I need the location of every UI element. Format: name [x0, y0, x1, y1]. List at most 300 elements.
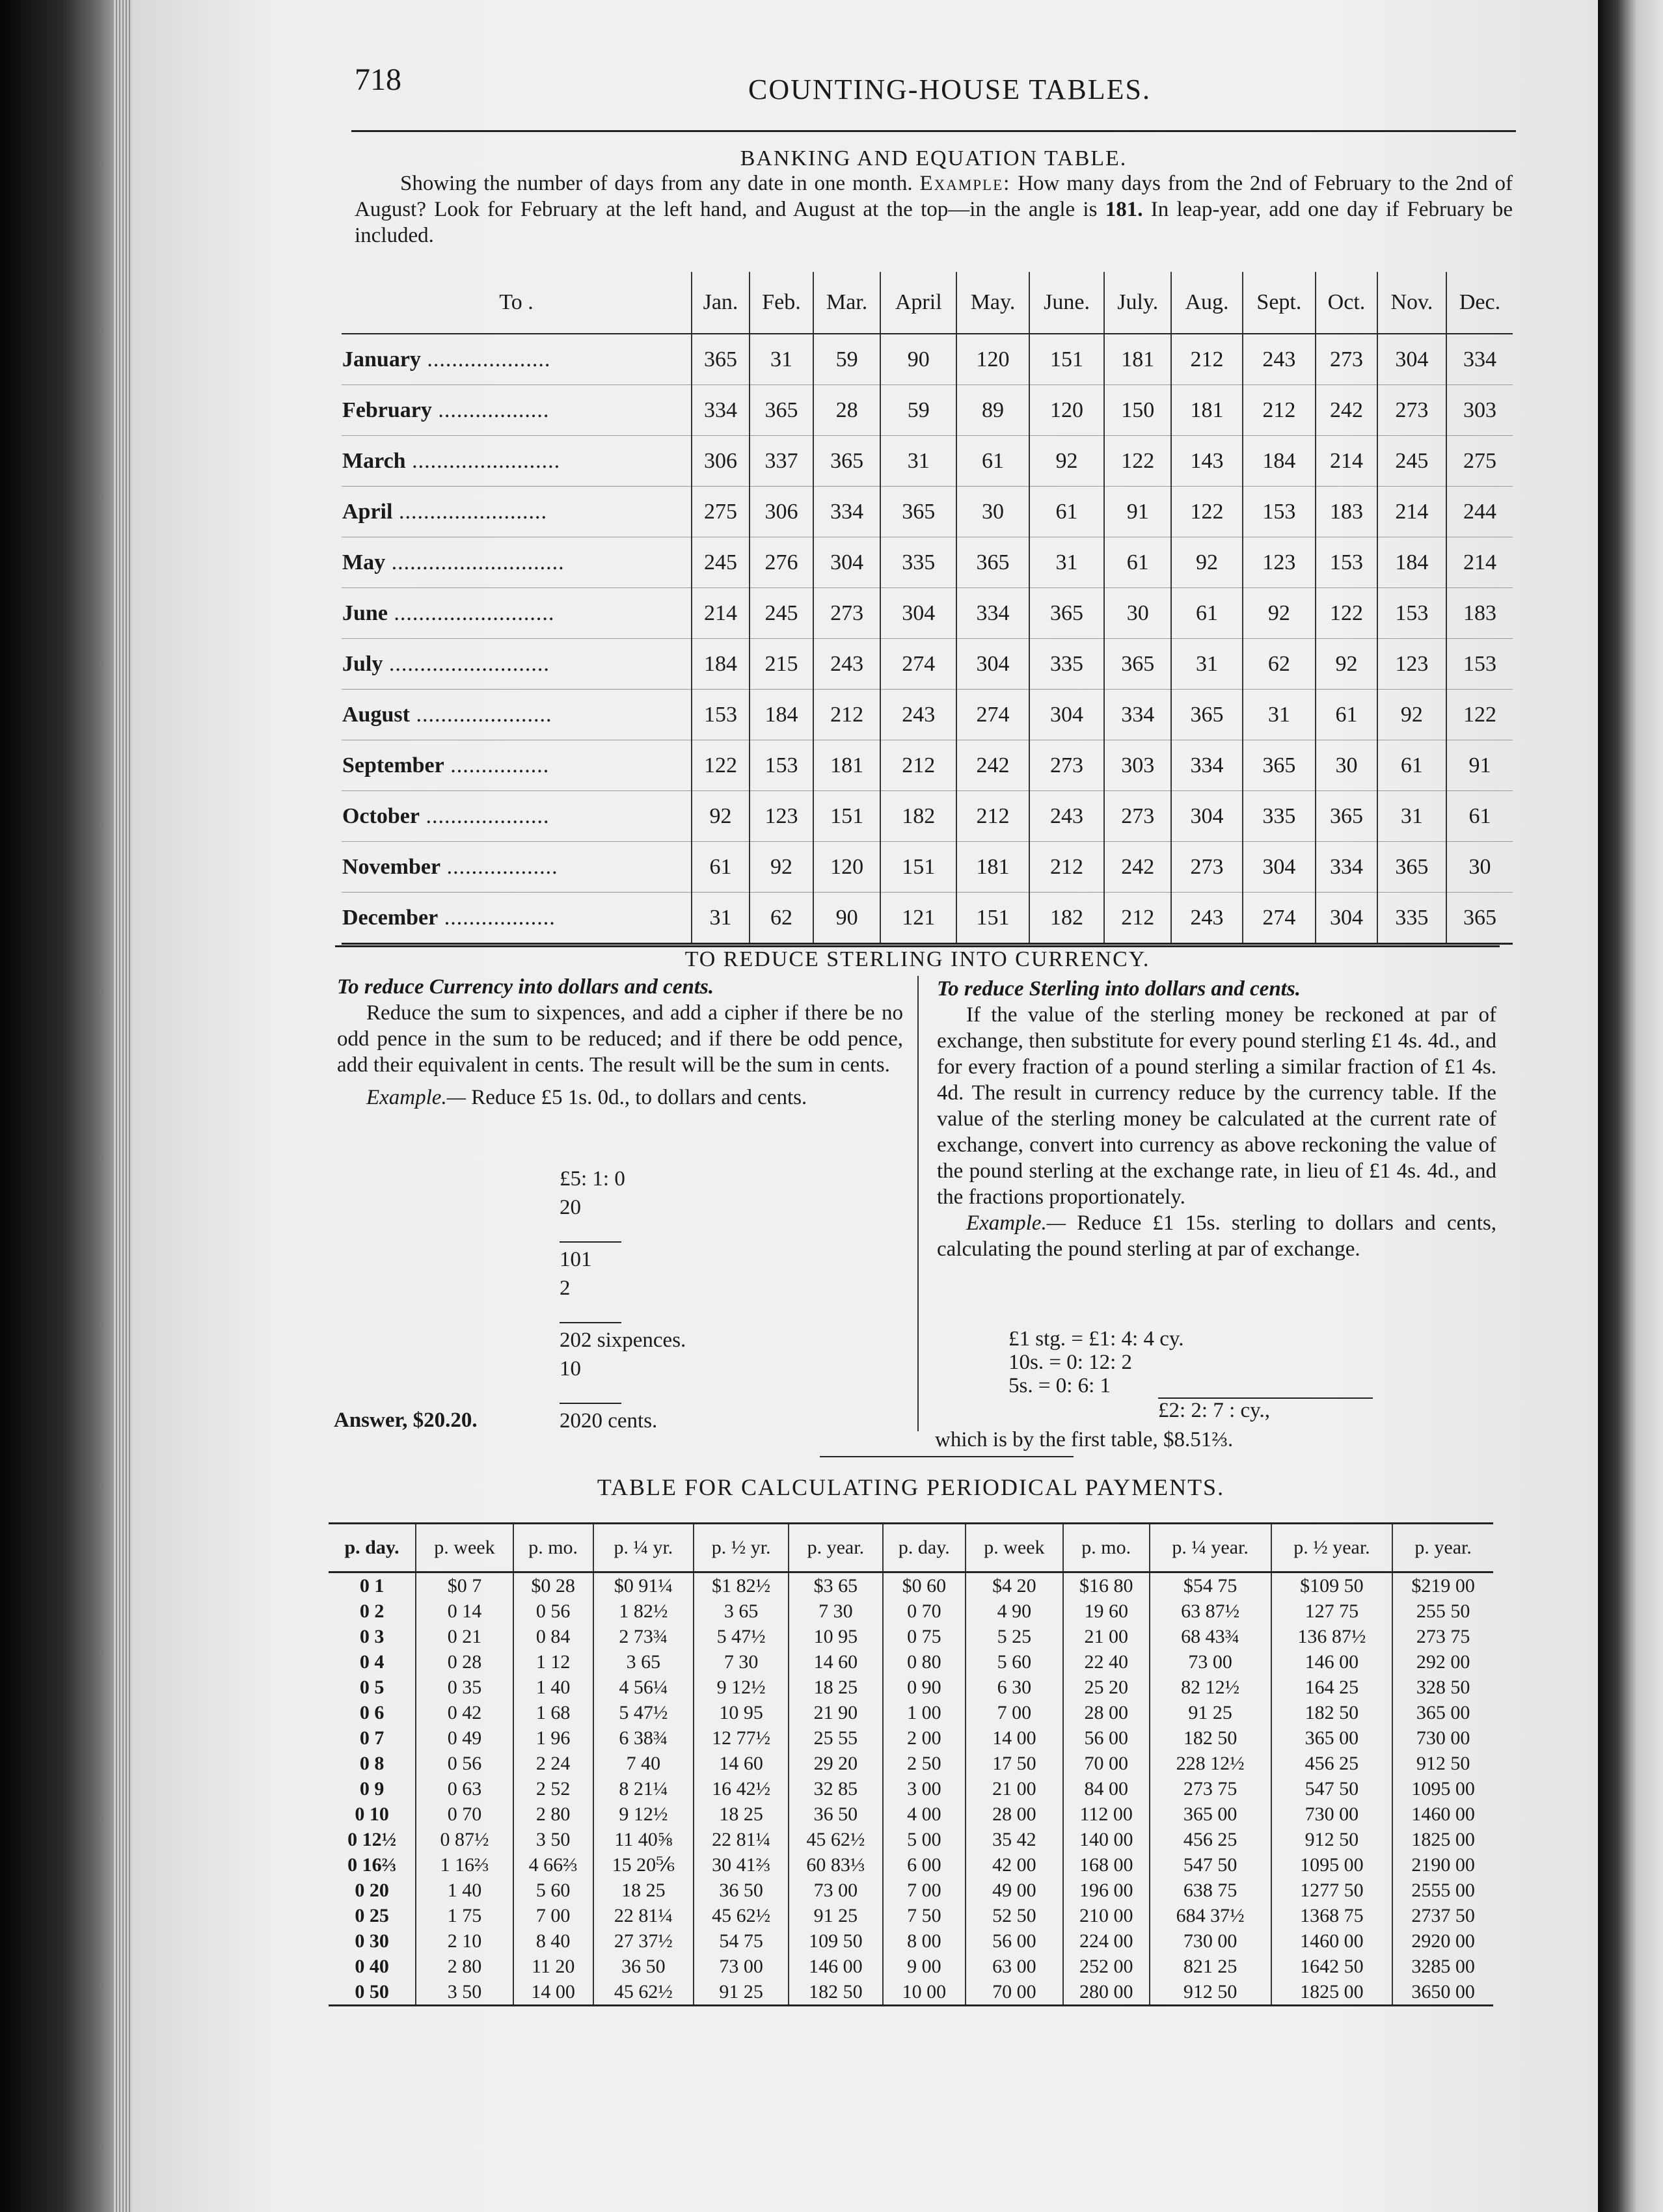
days-cell: 31: [1377, 791, 1446, 842]
month-row-label: [342, 334, 692, 385]
banking-row: [342, 588, 1513, 639]
days-cell: 183: [1446, 588, 1513, 639]
days-cell: 28: [813, 385, 881, 436]
days-cell: 31: [692, 893, 750, 944]
days-cell: 62: [1243, 639, 1316, 690]
payment-cell: 91 25: [789, 1903, 883, 1928]
days-cell: 365: [1243, 740, 1316, 791]
payment-cell: 3 50: [513, 1827, 593, 1852]
payment-cell: 252 00: [1063, 1954, 1150, 1979]
corner-label: To .: [342, 272, 692, 334]
leader-dots: ............................: [385, 550, 565, 574]
payment-cell: 2737 50: [1392, 1903, 1493, 1928]
payment-cell: $0 28: [513, 1572, 593, 1599]
days-cell: 274: [956, 690, 1029, 740]
days-cell: 335: [1377, 893, 1446, 944]
payment-cell: 2 52: [513, 1776, 593, 1801]
days-cell: 275: [692, 487, 750, 537]
days-cell: 365: [1316, 791, 1377, 842]
days-cell: 244: [1446, 487, 1513, 537]
leader-dots: ................: [444, 753, 550, 777]
payment-cell: $0 7: [416, 1572, 513, 1599]
payments-table: [329, 1522, 1493, 2006]
month-column-header: Sept.: [1243, 272, 1316, 334]
payment-cell: 0 7: [359, 1727, 385, 1749]
month-label: June: [342, 600, 388, 625]
payments-header-row: [329, 1524, 1493, 1572]
payment-cell: 14 00: [966, 1725, 1063, 1751]
month-row-label: [342, 740, 692, 791]
banking-row: [342, 537, 1513, 588]
days-cell: 123: [1377, 639, 1446, 690]
payment-cell: 228 12½: [1150, 1751, 1271, 1776]
left-subtitle: To reduce Currency into dollars and cents.: [337, 975, 714, 999]
payment-cell: 0 2: [359, 1600, 385, 1622]
payment-cell: 3285 00: [1392, 1954, 1493, 1979]
payments-row: [329, 1801, 1493, 1827]
payment-cell: 456 25: [1150, 1827, 1271, 1852]
payment-cell: 2 73¾: [593, 1624, 694, 1649]
payment-cell: 0 28: [416, 1649, 513, 1675]
calc-line: 2: [560, 1276, 571, 1300]
days-cell: 92: [1243, 588, 1316, 639]
payment-cell: 638 75: [1150, 1878, 1271, 1903]
month-column-header: July.: [1104, 272, 1171, 334]
payment-cell: 7 50: [883, 1903, 966, 1928]
payment-cell: 91 25: [1150, 1700, 1271, 1725]
page-edges: [114, 0, 132, 2212]
days-cell: 123: [1243, 537, 1316, 588]
days-cell: 153: [1446, 639, 1513, 690]
days-cell: 365: [1377, 842, 1446, 893]
payment-cell: 5 47½: [593, 1700, 694, 1725]
payment-cell: 1095 00: [1271, 1852, 1393, 1878]
payment-cell: 0 5: [359, 1677, 385, 1698]
payment-cell: 912 50: [1271, 1827, 1393, 1852]
payment-cell: 63 87½: [1150, 1598, 1271, 1624]
month-row-label: [342, 842, 692, 893]
days-cell: 151: [956, 893, 1029, 944]
banking-row: [342, 385, 1513, 436]
payment-cell: 7 00: [513, 1903, 593, 1928]
month-row-label: [342, 487, 692, 537]
days-cell: 120: [1029, 385, 1104, 436]
month-row-label: [342, 639, 692, 690]
payment-cell: 4 56¼: [593, 1675, 694, 1700]
days-cell: 245: [750, 588, 813, 639]
payment-cell: 5 60: [513, 1878, 593, 1903]
payment-cell: 8 21¼: [593, 1776, 694, 1801]
payment-cell: 2 24: [513, 1751, 593, 1776]
days-cell: 184: [1377, 537, 1446, 588]
payment-cell: 73 00: [694, 1954, 789, 1979]
payment-cell: 0 84: [513, 1624, 593, 1649]
calc-line: 2020 cents.: [560, 1403, 621, 1435]
days-cell: 59: [813, 334, 881, 385]
payment-cell: 18 25: [789, 1675, 883, 1700]
month-column-header: Dec.: [1446, 272, 1513, 334]
calc-line: £2: 2: 7 : cy.,: [1158, 1397, 1373, 1422]
payment-cell: 547 50: [1150, 1852, 1271, 1878]
month-row-label: [342, 385, 692, 436]
days-cell: 181: [1171, 385, 1242, 436]
payment-cell: 28 00: [1063, 1700, 1150, 1725]
payment-cell: 0 20: [355, 1880, 389, 1901]
days-cell: 122: [1446, 690, 1513, 740]
days-cell: 123: [750, 791, 813, 842]
days-cell: 92: [1029, 436, 1104, 487]
payment-cell: 36 50: [694, 1878, 789, 1903]
banking-row: [342, 639, 1513, 690]
month-label: July: [342, 651, 383, 676]
payment-cell: 2 80: [513, 1801, 593, 1827]
payment-cell: 5 60: [966, 1649, 1063, 1675]
payment-cell: 6 38¾: [593, 1725, 694, 1751]
days-cell: 61: [692, 842, 750, 893]
payment-cell: 182 50: [789, 1979, 883, 2006]
days-cell: 214: [1316, 436, 1377, 487]
payment-cell: 0 70: [416, 1801, 513, 1827]
payment-cell: 52 50: [966, 1903, 1063, 1928]
days-cell: 365: [692, 334, 750, 385]
payments-short-rule: [820, 1456, 1074, 1457]
payments-row: [329, 1928, 1493, 1954]
days-cell: 334: [692, 385, 750, 436]
days-cell: 242: [1104, 842, 1171, 893]
month-label: January: [342, 347, 421, 371]
payment-cell: 30 41⅔: [694, 1852, 789, 1878]
payment-cell: 0 63: [416, 1776, 513, 1801]
payments-row: [329, 1903, 1493, 1928]
banking-row: [342, 893, 1513, 944]
leader-dots: ....................: [419, 803, 550, 828]
payment-cell: 730 00: [1392, 1725, 1493, 1751]
days-cell: 242: [956, 740, 1029, 791]
payment-cell: 0 3: [359, 1626, 385, 1647]
days-cell: 122: [1171, 487, 1242, 537]
payment-cell: 2 50: [883, 1751, 966, 1776]
intro-text-a: Showing the number of days from any date in one month.: [400, 172, 913, 195]
payment-cell: 54 75: [694, 1928, 789, 1954]
days-cell: 243: [1029, 791, 1104, 842]
days-cell: 273: [1029, 740, 1104, 791]
payment-cell: 1460 00: [1392, 1801, 1493, 1827]
days-cell: 365: [750, 385, 813, 436]
payment-cell: 73 00: [1150, 1649, 1271, 1675]
month-row-label: [342, 893, 692, 944]
payments-column-header: p. week: [966, 1524, 1063, 1572]
running-head: COUNTING-HOUSE TABLES.: [748, 74, 1151, 105]
month-column-header: Oct.: [1316, 272, 1377, 334]
payment-cell: 146 00: [789, 1954, 883, 1979]
payment-cell: $54 75: [1150, 1572, 1271, 1599]
payment-cell: 0 21: [416, 1624, 513, 1649]
payment-cell: 28 00: [966, 1801, 1063, 1827]
left-column: [337, 974, 903, 1111]
payment-cell: 1460 00: [1271, 1928, 1393, 1954]
payment-cell: 35 42: [966, 1827, 1063, 1852]
payment-cell: 6 00: [883, 1852, 966, 1878]
days-cell: 304: [1243, 842, 1316, 893]
banking-row: [342, 791, 1513, 842]
days-cell: 184: [692, 639, 750, 690]
days-cell: 215: [750, 639, 813, 690]
payment-cell: 19 60: [1063, 1598, 1150, 1624]
payment-cell: $219 00: [1392, 1572, 1493, 1599]
payment-cell: 210 00: [1063, 1903, 1150, 1928]
payment-cell: 32 85: [789, 1776, 883, 1801]
payments-row: [329, 1852, 1493, 1878]
days-cell: 61: [1446, 791, 1513, 842]
days-cell: 335: [880, 537, 956, 588]
payment-cell: 0 56: [513, 1598, 593, 1624]
payment-cell: $0 60: [883, 1572, 966, 1599]
payments-row: [329, 1700, 1493, 1725]
days-cell: 30: [1446, 842, 1513, 893]
payments-row: [329, 1979, 1493, 2006]
days-cell: 243: [880, 690, 956, 740]
payment-cell: 280 00: [1063, 1979, 1150, 2006]
days-cell: 334: [1171, 740, 1242, 791]
days-cell: 184: [750, 690, 813, 740]
payment-cell: 42 00: [966, 1852, 1063, 1878]
intro-text-c: In leap-year, add one day if February be included.: [355, 198, 1513, 247]
payment-cell: $1 82½: [694, 1572, 789, 1599]
days-cell: 273: [1377, 385, 1446, 436]
days-cell: 153: [1243, 487, 1316, 537]
payment-cell: 82 12½: [1150, 1675, 1271, 1700]
days-cell: 30: [956, 487, 1029, 537]
payment-cell: 16 42½: [694, 1776, 789, 1801]
payment-cell: 1825 00: [1392, 1827, 1493, 1852]
facing-page-edge: [1598, 0, 1663, 2212]
payment-cell: 5 47½: [694, 1624, 789, 1649]
days-cell: 365: [1446, 893, 1513, 944]
month-column-header: Mar.: [813, 272, 881, 334]
days-cell: 31: [750, 334, 813, 385]
payment-cell: 10 95: [694, 1700, 789, 1725]
days-cell: 181: [1104, 334, 1171, 385]
payment-cell: 3 50: [416, 1979, 513, 2006]
month-label: August: [342, 702, 410, 727]
days-cell: 273: [1316, 334, 1377, 385]
payments-row: [329, 1675, 1493, 1700]
days-cell: 92: [1171, 537, 1242, 588]
days-cell: 212: [1104, 893, 1171, 944]
payment-cell: 27 37½: [593, 1928, 694, 1954]
banking-header-row: [342, 272, 1513, 334]
payments-row: [329, 1572, 1493, 1599]
leader-dots: ..........................: [383, 651, 550, 676]
payment-cell: 7 30: [694, 1649, 789, 1675]
days-cell: 335: [1029, 639, 1104, 690]
payments-column-header: p. year.: [1392, 1524, 1493, 1572]
month-row-label: [342, 588, 692, 639]
days-cell: 273: [1171, 842, 1242, 893]
days-cell: 92: [750, 842, 813, 893]
days-cell: 212: [1171, 334, 1242, 385]
left-example-text: Reduce £5 1s. 0d., to dollars and cents.: [471, 1086, 807, 1109]
days-cell: 62: [750, 893, 813, 944]
payment-cell: 2920 00: [1392, 1928, 1493, 1954]
payment-cell: 4 66⅔: [513, 1852, 593, 1878]
payment-cell: 1 16⅔: [416, 1852, 513, 1878]
days-cell: 273: [1104, 791, 1171, 842]
payment-cell: 45 62½: [593, 1979, 694, 2006]
payment-cell: 547 50: [1271, 1776, 1393, 1801]
payment-cell: 7 30: [789, 1598, 883, 1624]
days-cell: 214: [692, 588, 750, 639]
payment-cell: 164 25: [1271, 1675, 1393, 1700]
days-cell: 334: [956, 588, 1029, 639]
days-cell: 304: [956, 639, 1029, 690]
days-cell: 212: [956, 791, 1029, 842]
days-cell: 90: [880, 334, 956, 385]
payment-cell: 127 75: [1271, 1598, 1393, 1624]
payment-cell: 0 70: [883, 1598, 966, 1624]
payment-cell: 0 8: [359, 1753, 385, 1774]
days-cell: 365: [1029, 588, 1104, 639]
payment-cell: 255 50: [1392, 1598, 1493, 1624]
banking-row: [342, 740, 1513, 791]
month-label: April: [342, 499, 393, 524]
payment-cell: 0 12½: [347, 1829, 397, 1850]
payments-column-header: p. day.: [883, 1524, 966, 1572]
column-divider: [917, 976, 919, 1431]
payment-cell: 84 00: [1063, 1776, 1150, 1801]
payment-cell: 0 75: [883, 1624, 966, 1649]
days-cell: 59: [880, 385, 956, 436]
payment-cell: 21 90: [789, 1700, 883, 1725]
payment-cell: 0 35: [416, 1675, 513, 1700]
days-cell: 61: [1029, 487, 1104, 537]
payment-cell: 2 10: [416, 1928, 513, 1954]
days-cell: 306: [750, 487, 813, 537]
payment-cell: 91 25: [694, 1979, 789, 2006]
days-cell: 274: [1243, 893, 1316, 944]
payment-cell: 18 25: [694, 1801, 789, 1827]
days-cell: 61: [1377, 740, 1446, 791]
book-spine: [0, 0, 114, 2212]
calc-line: 202 sixpences.: [560, 1322, 621, 1355]
leader-dots: ..................: [431, 398, 550, 422]
right-calculation: [1008, 1327, 1464, 1422]
payment-cell: 821 25: [1150, 1954, 1271, 1979]
right-column: [937, 976, 1496, 1262]
banking-table: [342, 272, 1513, 945]
payments-column-header: p. mo.: [513, 1524, 593, 1572]
payment-cell: 0 16⅔: [347, 1854, 397, 1876]
payment-cell: 0 30: [355, 1930, 389, 1952]
month-column-header: June.: [1029, 272, 1104, 334]
payment-cell: 68 43¾: [1150, 1624, 1271, 1649]
payment-cell: 730 00: [1150, 1928, 1271, 1954]
days-cell: 91: [1104, 487, 1171, 537]
days-cell: 306: [692, 436, 750, 487]
payment-cell: 70 00: [966, 1979, 1063, 2006]
days-cell: 303: [1446, 385, 1513, 436]
payment-cell: 7 00: [966, 1700, 1063, 1725]
payment-cell: 1 82½: [593, 1598, 694, 1624]
days-cell: 334: [1316, 842, 1377, 893]
days-cell: 122: [1104, 436, 1171, 487]
right-example-text: Reduce £1 15s. sterling to dollars and cents, calculating the pound sterling at par of exchange.: [937, 1211, 1496, 1261]
payment-cell: 912 50: [1150, 1979, 1271, 2006]
payment-cell: 15 20⅚: [593, 1852, 694, 1878]
payment-cell: 0 42: [416, 1700, 513, 1725]
month-column-header: April: [880, 272, 956, 334]
calc-line: 5s. = 0: 6: 1: [1008, 1374, 1111, 1397]
payment-cell: 70 00: [1063, 1751, 1150, 1776]
payments-title: TABLE FOR CALCULATING PERIODICAL PAYMENTS.: [597, 1474, 1225, 1500]
calc-line: 10: [560, 1357, 581, 1381]
payment-cell: 0 56: [416, 1751, 513, 1776]
payment-cell: 10 95: [789, 1624, 883, 1649]
days-cell: 214: [1377, 487, 1446, 537]
month-column-header: Jan.: [692, 272, 750, 334]
payment-cell: 18 25: [593, 1878, 694, 1903]
payment-cell: 45 62½: [789, 1827, 883, 1852]
days-cell: 304: [1377, 334, 1446, 385]
payments-row: [329, 1649, 1493, 1675]
payment-cell: $3 65: [789, 1572, 883, 1599]
payment-cell: 0 9: [359, 1778, 385, 1800]
payment-cell: 196 00: [1063, 1878, 1150, 1903]
days-cell: 243: [813, 639, 881, 690]
days-cell: 303: [1104, 740, 1171, 791]
payment-cell: 2190 00: [1392, 1852, 1493, 1878]
days-cell: 184: [1243, 436, 1316, 487]
payment-cell: 109 50: [789, 1928, 883, 1954]
calc-line: £1 stg. = £1: 4: 4 cy.: [1008, 1327, 1184, 1351]
days-cell: 150: [1104, 385, 1171, 436]
days-cell: 151: [813, 791, 881, 842]
payments-column-header: p. ½ yr.: [694, 1524, 789, 1572]
banking-title: BANKING AND EQUATION TABLE.: [740, 146, 1128, 170]
calc-line: £5: 1: 0: [560, 1167, 625, 1191]
payment-cell: 0 25: [355, 1905, 389, 1926]
payment-cell: 140 00: [1063, 1827, 1150, 1852]
month-label: December: [342, 905, 439, 930]
payment-cell: 3 65: [593, 1649, 694, 1675]
payment-cell: 4 00: [883, 1801, 966, 1827]
payment-cell: 136 87½: [1271, 1624, 1393, 1649]
right-final: which is by the first table, $8.51⅔.: [935, 1428, 1234, 1451]
payment-cell: 0 14: [416, 1598, 513, 1624]
payment-cell: 22 40: [1063, 1649, 1150, 1675]
payment-cell: 1 40: [513, 1675, 593, 1700]
days-cell: 143: [1171, 436, 1242, 487]
payment-cell: 1 00: [883, 1700, 966, 1725]
answer-number: 181.: [1105, 198, 1143, 221]
days-cell: 31: [1029, 537, 1104, 588]
days-cell: 151: [1029, 334, 1104, 385]
payments-column-header: p. ¼ yr.: [593, 1524, 694, 1572]
month-row-label: [342, 436, 692, 487]
right-example-label: Example.—: [966, 1211, 1066, 1235]
days-cell: 365: [1104, 639, 1171, 690]
days-cell: 365: [880, 487, 956, 537]
payment-cell: 1 68: [513, 1700, 593, 1725]
payment-cell: 25 55: [789, 1725, 883, 1751]
days-cell: 304: [1029, 690, 1104, 740]
payment-cell: 146 00: [1271, 1649, 1393, 1675]
banking-row: [342, 487, 1513, 537]
right-subtitle: To reduce Sterling into dollars and cents.: [937, 977, 1301, 1001]
payment-cell: 1 75: [416, 1903, 513, 1928]
days-cell: 365: [956, 537, 1029, 588]
payment-cell: $109 50: [1271, 1572, 1393, 1599]
